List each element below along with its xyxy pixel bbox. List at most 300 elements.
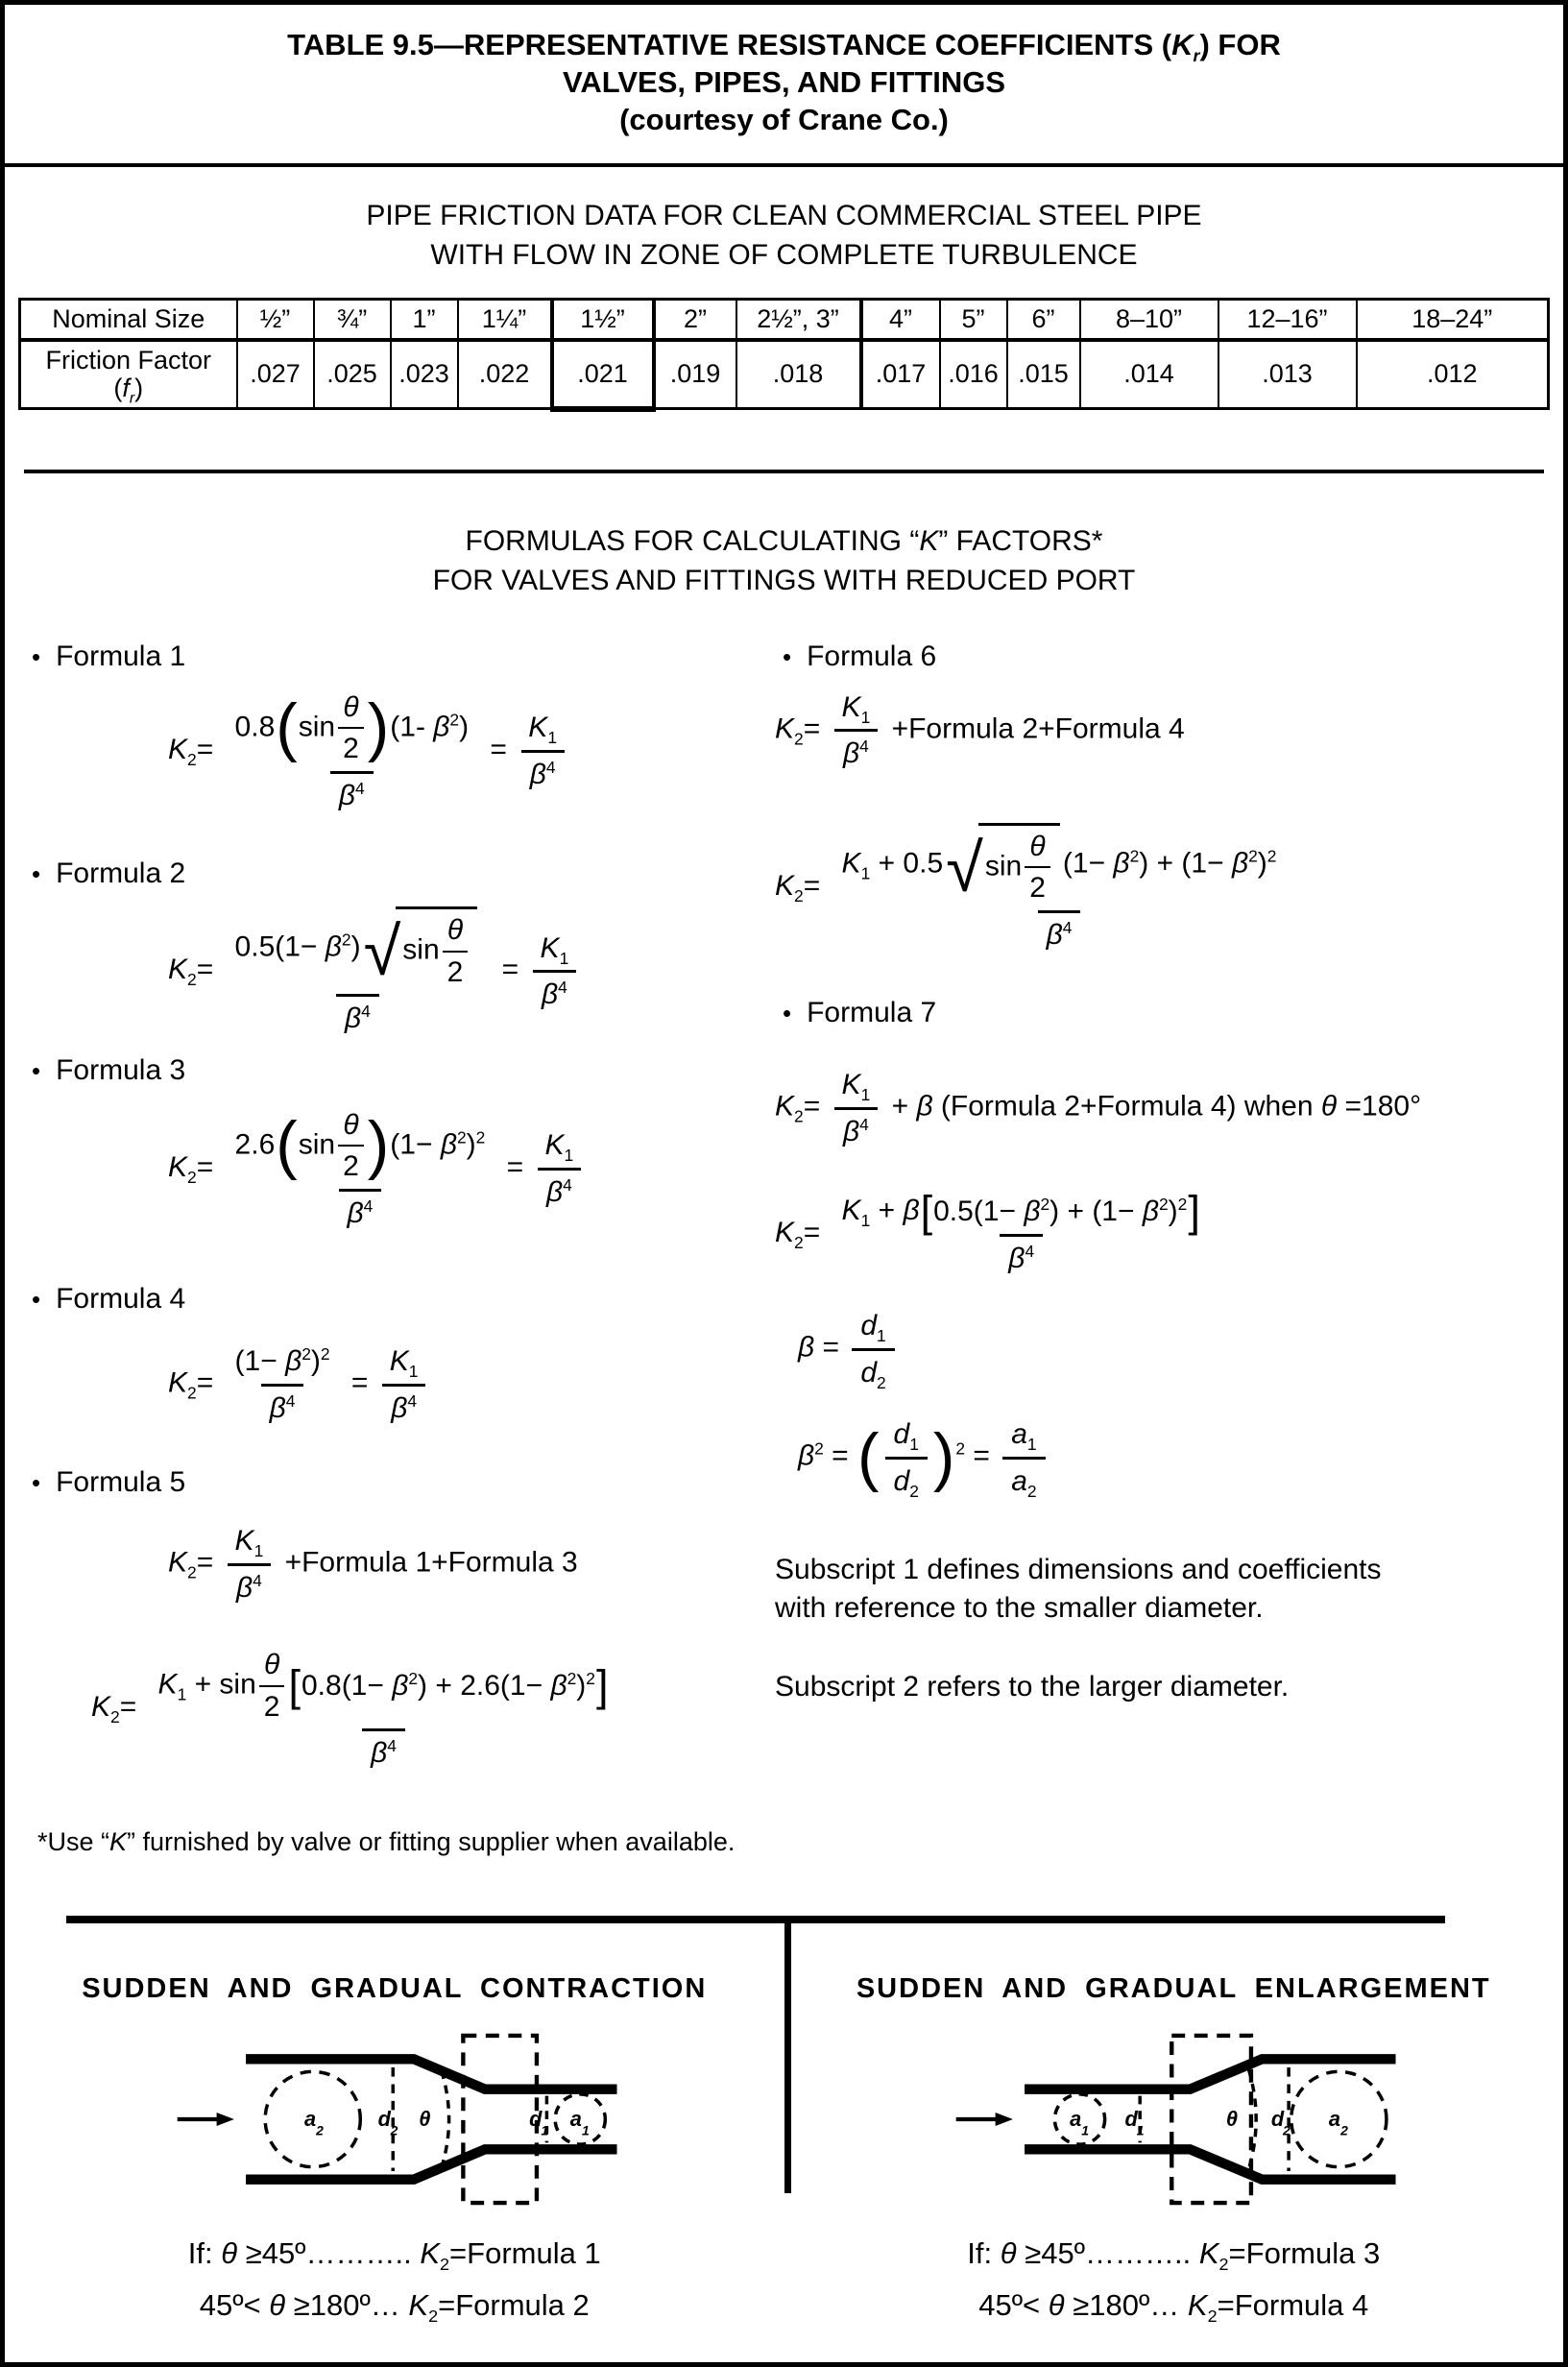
math-txt: + 0.5 <box>870 846 944 879</box>
math-txt: If: <box>967 2236 1001 2270</box>
math-brack: [ $0.8(1- \beta^2) + 2.6(1- \beta^2)^2$ ] <box>288 1660 609 1710</box>
math-txt: = <box>196 733 222 765</box>
math-sub: 1 <box>1026 1435 1037 1455</box>
math-sub: 2 <box>794 885 804 906</box>
math-it: d <box>860 1310 878 1342</box>
math-sup: 2 <box>1266 845 1277 865</box>
size-cell: 5” <box>940 300 1007 340</box>
label-a2-sub: 2 <box>315 2122 324 2138</box>
enlargement-panel <box>784 1923 1564 2326</box>
math-txt: ) <box>459 710 470 742</box>
math-txt: 45º< <box>199 2288 270 2322</box>
size-cell: 2½”, 3” <box>736 300 861 340</box>
math-txt: = <box>482 733 516 765</box>
label-a1: a <box>569 2106 582 2131</box>
math-it: θ <box>343 1108 359 1141</box>
friction-heading <box>5 196 1563 275</box>
math-it: K <box>841 1195 861 1226</box>
math-txt: ) <box>1168 1196 1178 1228</box>
math-sub: r <box>1193 46 1200 66</box>
math-it: β <box>550 1669 567 1702</box>
math-txt: sin <box>984 849 1023 882</box>
math-txt: ) + (1− <box>1139 846 1232 879</box>
math-it: θ <box>221 2236 238 2270</box>
math-it: β <box>1008 1242 1025 1274</box>
math-it: K <box>1187 2288 1208 2322</box>
math-it: θ <box>1000 2236 1017 2270</box>
label-a1-sub: 1 <box>581 2122 590 2138</box>
factor-cell: .019 <box>654 340 736 409</box>
math-sup: 4 <box>253 1570 262 1590</box>
label-a1: a <box>1070 2106 1082 2131</box>
math-txt: ) + (1− <box>1049 1196 1143 1228</box>
math-it: K <box>408 2288 429 2322</box>
math-sqrt: √ sin $\frac{\theta}{2}$ <box>364 906 478 990</box>
formulas-heading-line-2: FOR VALVES AND FITTINGS WITH REDUCED PORT <box>432 564 1136 596</box>
math-frac <box>227 904 490 1039</box>
formula-3-label-text: Formula 3 <box>56 1053 186 1086</box>
formula-5-label <box>32 1466 763 1499</box>
math-frac <box>833 820 1286 955</box>
size-cell: 12–16” <box>1218 300 1357 340</box>
factor-cell: .012 <box>1357 340 1549 409</box>
size-cell: 8–10” <box>1080 300 1218 340</box>
math-it: K <box>168 954 188 986</box>
math-txt: ) <box>576 1669 587 1702</box>
math-sub: 1 <box>860 862 871 882</box>
math-sup: 2 <box>475 1126 486 1147</box>
math-sub: 2 <box>187 1167 197 1187</box>
formula-2-label <box>32 857 763 890</box>
math-it: θ <box>269 2288 286 2322</box>
math-it: β <box>1024 1196 1041 1228</box>
math-it: K <box>841 846 861 879</box>
math-sub: 2 <box>440 2255 450 2275</box>
bullet-icon: • <box>783 999 792 1027</box>
math-it: d <box>893 1418 910 1451</box>
math-frac <box>833 1064 880 1151</box>
friction-heading-line-1: PIPE FRICTION DATA FOR CLEAN COMMERCIAL STEEL PIPE <box>366 200 1202 231</box>
friction-table <box>18 298 1550 412</box>
bullet-icon: • <box>32 641 41 671</box>
math-sup: 4 <box>285 1390 296 1411</box>
math-sup: 2 <box>955 1438 966 1459</box>
factor-cell: .016 <box>940 340 1007 409</box>
math-sup: 4 <box>387 1736 397 1755</box>
math-txt: + sin <box>186 1668 256 1701</box>
math-txt: 0.8 <box>234 710 276 742</box>
enlargement-title: SUDDEN AND GRADUAL ENLARGEMENT <box>856 1973 1491 2004</box>
math-txt: = <box>803 869 829 902</box>
math-it: β <box>285 1345 302 1377</box>
math-sup: 2 <box>449 709 460 729</box>
formula-2-label-text: Formula 2 <box>56 857 186 889</box>
formula-1-label-text: Formula 1 <box>56 640 186 672</box>
formula-6-equation-1 <box>775 687 1544 774</box>
math-txt: ) <box>466 1127 476 1160</box>
factor-cell: .023 <box>391 340 458 409</box>
formula-6-label-text: Formula 6 <box>807 640 937 672</box>
math-it: d <box>860 1356 878 1389</box>
enlargement-diagram <box>948 2030 1399 2209</box>
math-it: K <box>919 524 939 557</box>
math-txt: ≥180º… <box>285 2288 409 2322</box>
pipe-wall-bottom <box>1025 2149 1395 2179</box>
friction-value-row <box>20 340 1549 409</box>
math-txt: If: <box>187 2236 222 2270</box>
math-txt: = <box>814 1331 848 1364</box>
math-sup: 4 <box>563 1174 572 1195</box>
math-it: θ <box>1320 1090 1338 1123</box>
formulas-column-right <box>763 629 1544 1707</box>
math-it: K <box>775 712 795 744</box>
label-d2-sub: 2 <box>390 2122 398 2138</box>
size-cell: 4” <box>861 300 940 340</box>
factor-cell: .013 <box>1218 340 1357 409</box>
math-sub: 2 <box>428 2307 439 2327</box>
size-cell: 1¼” <box>458 300 552 340</box>
math-it: K <box>389 1345 409 1377</box>
math-sub: 2 <box>794 728 804 748</box>
math-txt: sin <box>298 1127 336 1160</box>
math-paren: ( $\frac{d_1}{d_2}$ ) <box>856 1413 955 1501</box>
label-a2-sub: 2 <box>1340 2122 1349 2138</box>
math-frac <box>852 1305 894 1392</box>
math-txt: = <box>965 1439 999 1472</box>
math-it: θ <box>446 914 464 946</box>
math-txt: = <box>498 1150 532 1183</box>
math-it: β <box>541 978 559 1011</box>
label-a1-sub: 1 <box>1081 2122 1090 2138</box>
math-it: K <box>168 1150 188 1183</box>
size-cell: 2” <box>654 300 736 340</box>
flow-arrowhead-icon <box>216 2113 233 2126</box>
math-it: K <box>775 1090 795 1123</box>
math-frac <box>338 1107 364 1185</box>
math-it: K <box>168 1546 188 1579</box>
formulas-heading-line-1 <box>5 521 1563 561</box>
math-sup: 2 <box>1177 1195 1188 1215</box>
friction-factor-header <box>20 340 237 409</box>
math-txt: sin <box>402 933 440 966</box>
label-d2-sub: 2 <box>1283 2122 1291 2138</box>
math-txt: ≥180º… <box>1064 2288 1188 2322</box>
factor-cell: .027 <box>237 340 314 409</box>
pipe-wall-top <box>1025 2059 1395 2089</box>
math-frac <box>227 1520 273 1607</box>
math-txt: 2 <box>263 1690 280 1723</box>
math-it: K <box>234 1525 254 1557</box>
formula-4-equation <box>168 1340 763 1428</box>
math-it: β <box>392 1669 409 1702</box>
footnote <box>37 1827 763 1857</box>
formulas-heading <box>5 521 1563 600</box>
math-sup: 2 <box>341 930 351 950</box>
math-txt: ) + 2.6(1− <box>418 1669 551 1702</box>
math-it: K <box>544 1129 565 1162</box>
boundary-box <box>463 2036 537 2203</box>
math-txt: 45º< <box>978 2288 1049 2322</box>
math-it: f <box>122 373 130 402</box>
math-sup: 4 <box>545 757 556 777</box>
math-sub: 2 <box>1026 1481 1037 1501</box>
math-txt: = <box>343 1366 376 1399</box>
math-txt: ) <box>134 373 144 402</box>
math-it: K <box>109 1826 128 1856</box>
math-it: θ <box>1029 830 1046 862</box>
math-sub: 1 <box>253 1541 264 1560</box>
math-frac <box>1002 1413 1045 1501</box>
math-txt: 2 <box>446 955 464 988</box>
math-sub: 2 <box>794 1106 804 1126</box>
math-txt: = <box>196 1150 222 1183</box>
math-it: β <box>1142 1196 1159 1228</box>
math-sup: 2 <box>1040 1195 1050 1215</box>
formula-7-label-text: Formula 7 <box>807 997 937 1028</box>
factor-cell: .025 <box>314 340 391 409</box>
size-cell: 1” <box>391 300 458 340</box>
diagrams-top-rule <box>66 1916 1445 1923</box>
enlargement-condition-1 <box>967 2234 1380 2274</box>
title-line-1 <box>5 26 1563 66</box>
math-txt: =Formula 3 <box>1228 2236 1381 2270</box>
math-it: β <box>325 930 342 963</box>
subscript-note-1 <box>775 1551 1544 1628</box>
math-sub: 1 <box>909 1435 919 1455</box>
math-it: K <box>168 1366 188 1399</box>
math-frac <box>338 689 364 767</box>
math-txt: 0.5(1− <box>234 930 326 963</box>
math-frac <box>259 1647 285 1725</box>
contraction-title: SUDDEN AND GRADUAL CONTRACTION <box>82 1973 708 2004</box>
math-sup: 2 <box>814 1438 824 1459</box>
math-it: K <box>420 2236 441 2270</box>
math-txt: (1− <box>390 1127 441 1160</box>
math-sup: 4 <box>1025 1241 1035 1261</box>
math-sup: 2 <box>408 1668 419 1688</box>
math-txt: ( <box>113 373 123 402</box>
math-sub: 2 <box>1218 2255 1229 2275</box>
size-cell: 1½” <box>552 300 654 340</box>
math-sup: 2 <box>1248 845 1258 865</box>
math-txt: = <box>803 1090 829 1123</box>
contraction-condition-2 <box>188 2285 601 2326</box>
contraction-conditions <box>188 2222 601 2326</box>
math-txt: = <box>803 712 829 744</box>
diagrams-section <box>5 1916 1563 2367</box>
math-it: β <box>235 1571 253 1604</box>
formulas-columns <box>5 629 1563 1857</box>
formula-4-label-text: Formula 4 <box>56 1283 186 1315</box>
factor-cell: .021 <box>552 340 654 409</box>
math-txt: = <box>196 1546 222 1579</box>
math-it: K <box>775 869 795 902</box>
formula-5-label-text: Formula 5 <box>56 1466 186 1498</box>
subscript-note-1-line-1: Subscript 1 defines dimensions and coefficients <box>775 1554 1382 1586</box>
math-txt: = <box>803 1217 829 1249</box>
subscript-note-1-line-2: with reference to the smaller diameter. <box>775 1592 1264 1625</box>
math-frac <box>150 1644 618 1774</box>
nominal-size-header: Nominal Size <box>20 300 237 340</box>
math-sup: 2 <box>320 1344 330 1364</box>
math-txt: FORMULAS FOR CALCULATING “ <box>465 524 920 557</box>
label-a2: a <box>1329 2106 1341 2131</box>
math-sup: 4 <box>558 978 567 998</box>
bullet-icon: • <box>783 641 792 671</box>
math-frac <box>885 1413 928 1501</box>
math-txt: ” furnished by valve or fitting supplier when available. <box>127 1826 736 1856</box>
math-it: K <box>91 1691 111 1724</box>
math-sub: 1 <box>564 1146 574 1166</box>
formula-5-equation-1 <box>168 1520 763 1607</box>
math-it: β <box>338 779 356 811</box>
formula-7-equation-2 <box>775 1187 1544 1278</box>
math-frac <box>519 707 566 794</box>
formula-6-label <box>783 640 1544 673</box>
math-sub: r <box>129 390 135 407</box>
label-d2: d <box>377 2106 391 2131</box>
math-frac <box>227 1340 339 1428</box>
math-it: K <box>528 712 548 744</box>
math-it: β <box>916 1090 933 1123</box>
friction-factor-label: Friction Factor <box>45 345 212 374</box>
math-frac <box>532 928 578 1015</box>
math-sup: 2 <box>1159 1195 1169 1215</box>
math-txt: (1− <box>1062 846 1114 879</box>
bullet-icon: • <box>32 859 41 888</box>
math-txt: 2 <box>343 1150 359 1182</box>
subscript-note-2: Subscript 2 refers to the larger diameter. <box>775 1671 1290 1703</box>
math-sub: 1 <box>860 707 871 727</box>
math-it: β <box>842 737 860 769</box>
label-d1-sub: 1 <box>1136 2122 1145 2138</box>
math-txt: ≥45º……….. <box>237 2236 421 2270</box>
math-sub: 1 <box>177 1684 187 1704</box>
math-it: β <box>440 1127 457 1160</box>
math-sub: 1 <box>860 1211 871 1230</box>
formula-6-equation-2 <box>775 820 1544 955</box>
size-cell: ½” <box>237 300 314 340</box>
friction-section <box>5 196 1563 412</box>
math-txt: 0.8(1− <box>301 1669 393 1702</box>
math-it: β <box>798 1331 815 1364</box>
math-it: K <box>157 1668 178 1701</box>
math-frac <box>537 1124 583 1212</box>
formula-5-equation-2 <box>91 1644 763 1774</box>
math-sub: 2 <box>187 1383 197 1403</box>
math-it: β <box>345 1002 362 1034</box>
formula-1-label <box>32 640 763 673</box>
title-line-3: (courtesy of Crane Co.) <box>619 103 949 136</box>
math-sub: 2 <box>110 1707 120 1727</box>
math-txt: 0.5(1− <box>933 1196 1025 1228</box>
math-txt: ) <box>350 930 361 963</box>
math-txt: sin <box>298 710 336 742</box>
size-cell: ¾” <box>314 300 391 340</box>
math-txt: = <box>196 954 222 986</box>
math-it: β <box>1113 846 1130 879</box>
section-divider-line <box>24 470 1544 473</box>
math-it: β <box>545 1175 564 1208</box>
contraction-panel <box>5 1923 784 2326</box>
formula-7-equation-1 <box>775 1064 1544 1151</box>
math-it: K <box>540 931 560 964</box>
math-it: K <box>1198 2236 1219 2270</box>
math-frac <box>227 1104 495 1234</box>
angle-arc <box>441 2071 448 2168</box>
size-cell: 18–24” <box>1357 300 1549 340</box>
math-sub: 2 <box>187 749 197 769</box>
math-sub: 1 <box>408 1362 419 1381</box>
math-sub: 2 <box>1207 2307 1218 2327</box>
math-sup: 2 <box>302 1344 311 1364</box>
diagram-panels <box>5 1923 1563 2326</box>
size-cell: 6” <box>1007 300 1080 340</box>
math-sub: 1 <box>877 1326 886 1346</box>
label-d1-sub: 1 <box>541 2122 548 2138</box>
math-txt: = <box>196 1366 222 1399</box>
math-it: θ <box>343 690 359 723</box>
beta-definition <box>798 1305 1544 1392</box>
formula-2-equation <box>168 904 763 1039</box>
math-frac <box>833 1187 1210 1278</box>
math-sub: 2 <box>794 1233 804 1253</box>
factor-cell: .018 <box>736 340 861 409</box>
math-txt: =Formula 2 <box>438 2288 590 2322</box>
math-txt: = <box>119 1691 145 1724</box>
math-txt: =180° <box>1337 1090 1422 1123</box>
label-theta: θ <box>418 2106 431 2131</box>
formula-3-label <box>32 1054 763 1087</box>
math-txt: *Use “ <box>37 1826 110 1856</box>
math-sup: 2 <box>1129 845 1140 865</box>
formulas-column-left <box>24 629 763 1857</box>
math-txt: (Formula 2+Formula 4) when <box>932 1090 1321 1123</box>
label-d1: d <box>1124 2106 1139 2131</box>
math-it: θ <box>263 1649 280 1680</box>
math-it: a <box>1011 1464 1027 1497</box>
math-sup: 4 <box>859 737 869 756</box>
math-it: β <box>842 1115 860 1147</box>
math-it: β <box>1046 918 1063 951</box>
factor-cell: .015 <box>1007 340 1080 409</box>
math-it: β <box>269 1391 286 1424</box>
math-sup: 2 <box>456 1126 467 1147</box>
formula-3-equation <box>168 1104 763 1234</box>
friction-heading-line-2: WITH FLOW IN ZONE OF COMPLETE TURBULENCE <box>430 239 1138 271</box>
table-title <box>5 5 1563 167</box>
math-txt: TABLE 9.5—REPRESENTATIVE RESISTANCE COEFFICIENTS ( <box>287 28 1172 61</box>
math-txt: 2.6 <box>234 1127 276 1160</box>
contraction-condition-1 <box>188 2234 601 2274</box>
math-it: K <box>775 1217 795 1249</box>
math-sub: 1 <box>559 948 569 968</box>
math-sub: 1 <box>547 728 557 748</box>
enlargement-conditions <box>967 2222 1380 2326</box>
math-sup: 4 <box>361 1002 371 1021</box>
contraction-diagram <box>169 2030 620 2209</box>
math-frac <box>1025 829 1050 906</box>
math-txt: =Formula 4 <box>1217 2288 1369 2322</box>
enlargement-condition-2 <box>967 2285 1380 2326</box>
math-it: d <box>893 1464 910 1497</box>
math-txt: + <box>883 1090 917 1123</box>
math-it: β <box>371 1737 388 1769</box>
math-sub: 2 <box>187 1562 197 1582</box>
math-it: β <box>391 1391 408 1424</box>
math-txt: 2 <box>343 733 359 764</box>
math-it: β <box>529 758 546 790</box>
